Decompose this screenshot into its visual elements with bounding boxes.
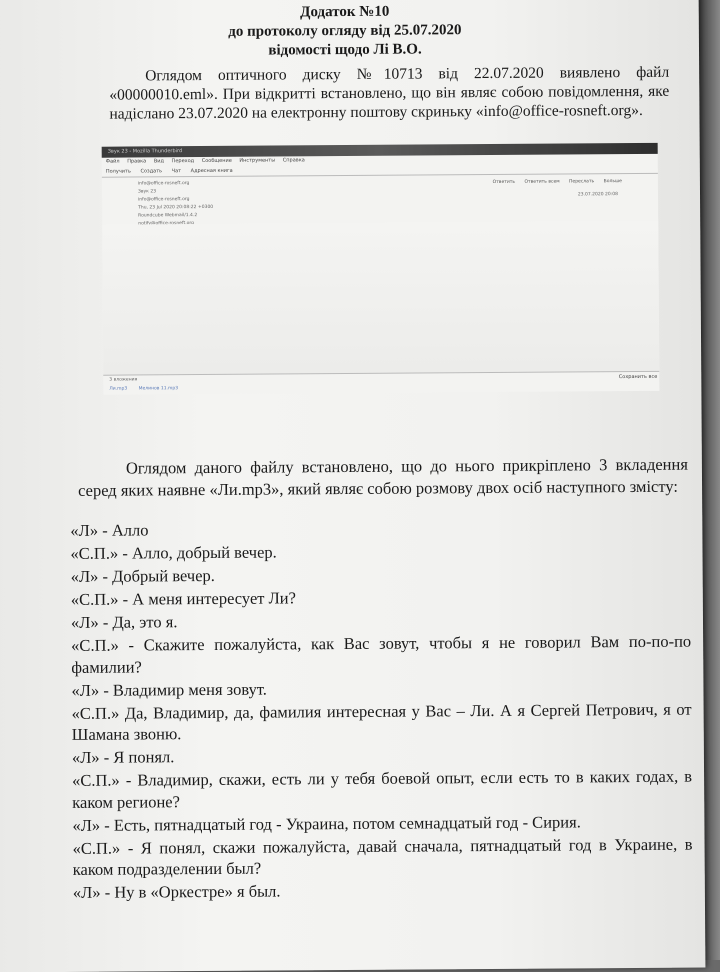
document-subject: відомості щодо Лі В.О. bbox=[268, 41, 422, 59]
dialog-line: «Л» - Владимир меня зовут. bbox=[71, 679, 267, 700]
attachments-bar bbox=[103, 371, 659, 395]
document-title: Додаток №10 bbox=[300, 3, 390, 21]
attachment-paragraph: Оглядом даного файлу встановлено, що до нього прикріплено 3 вкладення серед яких наявне «Ли.mp3», який являє собою розмову двох осіб наступного змісту: bbox=[77, 454, 688, 500]
get-mail-button: Получить bbox=[105, 168, 131, 175]
intro-paragraph: Оглядом оптичного диску №10713 від 22.07.2020 виявлено файл «00000010.eml». При відкритті встановлено, що він являє собою повідомлення, яке надіслано 23.07.2020 на електронну поштову скриньку «info@office-rosneft.org». bbox=[109, 63, 670, 123]
menu-item: Сообщение bbox=[201, 157, 232, 165]
attachment-item: Ли.mp3 bbox=[109, 386, 128, 392]
header-row: Thu, 23 Jul 2020 20:08:22 +0300 bbox=[138, 204, 214, 211]
more-button: Больше bbox=[603, 179, 622, 185]
address-book-button: Адресная книга bbox=[190, 167, 233, 175]
dialog-line: «Л» - Есть, пятнадцатый год - Украина, потом семнадцатый год - Сирия. bbox=[72, 811, 581, 835]
email-client-screenshot bbox=[102, 143, 660, 395]
header-row: Звук 23 bbox=[137, 189, 157, 195]
dialog-line: «Л» - Я понял. bbox=[71, 747, 175, 767]
compose-button: Создать bbox=[140, 168, 163, 175]
dialog-transcript bbox=[70, 516, 693, 905]
menu-item: Правка bbox=[127, 158, 147, 165]
toolbar bbox=[106, 168, 241, 175]
menu-item: Инструменты bbox=[239, 157, 276, 164]
dialog-line: «Л» - Ну в «Оркестре» я был. bbox=[72, 881, 281, 902]
header-row: info@office-rosneft.org bbox=[137, 181, 190, 187]
header-row: info@office-rosneft.org bbox=[138, 197, 190, 203]
dialog-line: «Л» - Да, это я. bbox=[70, 612, 178, 632]
header-row: Roundcube Webmail/1.4.2 bbox=[138, 213, 198, 219]
dialog-line: «С.П.» - А меня интересует Ли? bbox=[70, 588, 296, 609]
attachments-label: 3 вложения bbox=[109, 377, 138, 383]
message-headers bbox=[108, 180, 213, 229]
attachments-list bbox=[109, 386, 188, 392]
menu-item: Справка bbox=[282, 157, 305, 164]
forward-button: Переслать bbox=[569, 179, 595, 185]
menu-bar bbox=[106, 157, 311, 164]
document-subtitle: до протоколу огляду від 25.07.2020 bbox=[228, 22, 462, 40]
chat-button: Чат bbox=[171, 168, 182, 175]
save-all-button: Сохранить все bbox=[618, 373, 658, 381]
menu-item: Файл bbox=[105, 158, 120, 165]
message-body bbox=[102, 221, 659, 375]
message-date: 23.07.2020 20:08 bbox=[577, 192, 619, 198]
window-titlebar: Звук 23 - Mozilla Thunderbird bbox=[102, 143, 658, 158]
reply-all-button: Ответить всем bbox=[524, 179, 560, 185]
dialog-line: «Л» - Добрый вечер. bbox=[70, 565, 215, 586]
dialog-line: «Л» - Алло bbox=[70, 520, 149, 540]
menu-item: Вид bbox=[153, 158, 164, 165]
dialog-line: «С.П.» Да, Владимир, да, фамилия интересная у Вас – Ли. А я Сергей Петрович, я от Шамана звоню. bbox=[71, 699, 692, 744]
reply-button: Ответить bbox=[492, 179, 516, 185]
dialog-line: «С.П.» - Алло, добрый вечер. bbox=[70, 542, 277, 563]
dialog-line: «С.П.» - Владимир, скажи, есть ли у тебя боевой опыт, если есть то в каких годах, в каком регионе? bbox=[72, 766, 693, 812]
dialog-line: «С.П.» - Я понял, скажи пожалуйста, давай сначала, пятнадцатый год в Украине, в каком подразделении был? bbox=[72, 834, 693, 879]
attachment-item: Мелинов 11.mp3 bbox=[138, 386, 179, 392]
message-actions bbox=[485, 179, 622, 185]
dialog-line: «С.П.» - Скажите пожалуйста, как Вас зовут, чтобы я не говорил Вам по-по-по фамилии? bbox=[71, 631, 692, 677]
menu-item: Переход bbox=[171, 158, 195, 165]
